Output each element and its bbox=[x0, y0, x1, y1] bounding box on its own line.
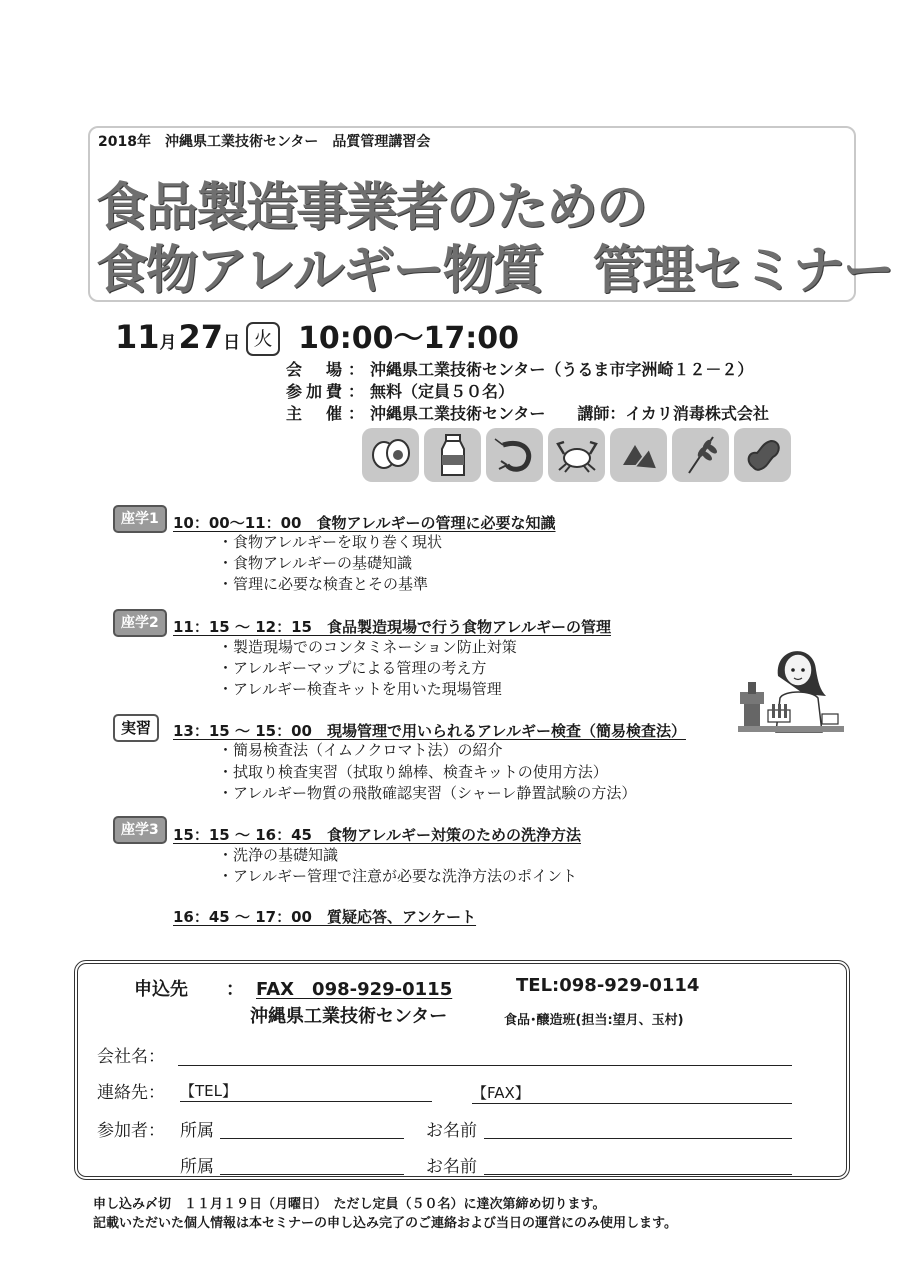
event-month-unit: 月 bbox=[159, 333, 177, 353]
info-venue: 会場 ： 沖縄県工業技術センター（うるま市字洲崎１２－２） bbox=[286, 357, 753, 380]
event-day-unit: 日 bbox=[223, 333, 241, 353]
apply-org: 沖縄県工業技術センター bbox=[250, 1006, 448, 1027]
session-bullet: ・管理に必要な検査とその基準 bbox=[218, 575, 429, 593]
info-key: 参加費 bbox=[286, 382, 342, 401]
title-line-2: 食物アレルギー物質 管理セミナー bbox=[96, 241, 893, 301]
fax-field-label: 【FAX】 bbox=[472, 1084, 530, 1102]
session-bullet: ・アレルギー検査キットを用いた現場管理 bbox=[218, 680, 502, 698]
info-key: 主催 bbox=[286, 404, 342, 423]
session-bullet: ・簡易検査法（イムノクロマト法）の紹介 bbox=[218, 741, 503, 759]
event-date bbox=[115, 313, 519, 359]
name-label: お名前 bbox=[426, 1157, 477, 1177]
scientist-illustration bbox=[734, 636, 846, 746]
participant-label: 参加者： bbox=[97, 1121, 165, 1141]
apply-fax: FAX 098-929-0115 bbox=[256, 979, 453, 1000]
name-label: お名前 bbox=[426, 1121, 477, 1141]
name-field-2[interactable] bbox=[484, 1174, 792, 1175]
tel-field[interactable] bbox=[180, 1101, 432, 1102]
info-value: 沖縄県工業技術センター 講師：イカリ消毒株式会社 bbox=[370, 404, 769, 423]
session-bullet: ・食物アレルギーの基礎知識 bbox=[218, 554, 413, 572]
shrimp-icon bbox=[486, 428, 543, 482]
event-month: 11 bbox=[115, 318, 160, 356]
session-title: 10：00～11：00 食物アレルギーの管理に必要な知識 bbox=[173, 514, 556, 532]
wheat-icon bbox=[672, 428, 729, 482]
fax-field[interactable] bbox=[472, 1103, 792, 1104]
apply-colon: ： bbox=[226, 979, 244, 1000]
privacy-note: 記載いただいた個人情報は本セミナーの申し込み完了のご連絡および当日の運営にのみ使用します。 bbox=[93, 1216, 677, 1231]
apply-tel: TEL:098-929-0114 bbox=[516, 975, 700, 996]
crab-icon bbox=[548, 428, 605, 482]
session-bullet: ・製造現場でのコンタミネーション防止対策 bbox=[218, 638, 517, 656]
dept-field-2[interactable] bbox=[220, 1174, 404, 1175]
event-time: 10:00～17:00 bbox=[298, 321, 520, 356]
info-value: 沖縄県工業技術センター（うるま市字洲崎１２－２） bbox=[370, 360, 754, 379]
company-label: 会社名： bbox=[97, 1047, 165, 1067]
dept-field-1[interactable] bbox=[220, 1138, 404, 1139]
event-weekday: 火 bbox=[246, 322, 280, 356]
session-bullet: ・洗浄の基礎知識 bbox=[218, 846, 339, 864]
info-value: 無料（定員５０名） bbox=[370, 382, 515, 401]
session-tag: 座学1 bbox=[113, 505, 167, 533]
peanut-icon bbox=[734, 428, 791, 482]
dept-label: 所属 bbox=[180, 1121, 214, 1141]
subtitle: 2018年 沖縄県工業技術センター 品質管理講習会 bbox=[98, 134, 431, 150]
session-title: 15：15 ～ 16：45 食物アレルギー対策のための洗浄方法 bbox=[173, 826, 581, 844]
allergen-icon-row bbox=[362, 428, 791, 482]
name-field-1[interactable] bbox=[484, 1138, 792, 1139]
session-title: 11：15 ～ 12：15 食品製造現場で行う食物アレルギーの管理 bbox=[173, 618, 611, 636]
egg-icon bbox=[362, 428, 419, 482]
application-box bbox=[74, 960, 850, 1180]
dept-label: 所属 bbox=[180, 1157, 214, 1177]
session-bullet: ・拭取り検査実習（拭取り綿棒、検査キットの使用方法） bbox=[218, 763, 608, 781]
apply-label: 申込先 bbox=[134, 979, 188, 1000]
buckwheat-icon bbox=[610, 428, 667, 482]
deadline-note: 申し込み〆切 １１月１９日（月曜日） ただし定員（５０名）に達次第締め切ります。 bbox=[93, 1197, 606, 1212]
session-bullet: ・アレルギー管理で注意が必要な洗浄方法のポイント bbox=[218, 867, 578, 885]
session-bullet: ・アレルギー物質の飛散確認実習（シャーレ静置試験の方法） bbox=[218, 784, 637, 802]
closing-session: 16：45 ～ 17：00 質疑応答、アンケート bbox=[173, 908, 477, 926]
contact-label: 連絡先： bbox=[97, 1083, 165, 1103]
title-line-1: 食品製造事業者のための bbox=[96, 178, 647, 238]
session-tag: 座学3 bbox=[113, 816, 167, 844]
session-tag: 座学2 bbox=[113, 609, 167, 637]
info-host: 主催 ： 沖縄県工業技術センター 講師：イカリ消毒株式会社 bbox=[286, 401, 769, 424]
session-title: 13：15 ～ 15：00 現場管理で用いられるアレルギー検査（簡易検査法） bbox=[173, 722, 686, 740]
session-bullet: ・食物アレルギーを取り巻く現状 bbox=[218, 533, 443, 551]
info-key: 会場 bbox=[286, 360, 342, 379]
event-day: 27 bbox=[178, 318, 224, 356]
milk-icon bbox=[424, 428, 481, 482]
company-field[interactable] bbox=[178, 1065, 792, 1066]
tel-field-label: 【TEL】 bbox=[180, 1082, 237, 1100]
session-tag: 実習 bbox=[113, 714, 159, 742]
info-fee: 参加費 ： 無料（定員５０名） bbox=[286, 379, 514, 402]
session-bullet: ・アレルギーマップによる管理の考え方 bbox=[218, 659, 487, 677]
apply-contact: 食品･醸造班(担当:望月、玉村) bbox=[504, 1013, 684, 1028]
